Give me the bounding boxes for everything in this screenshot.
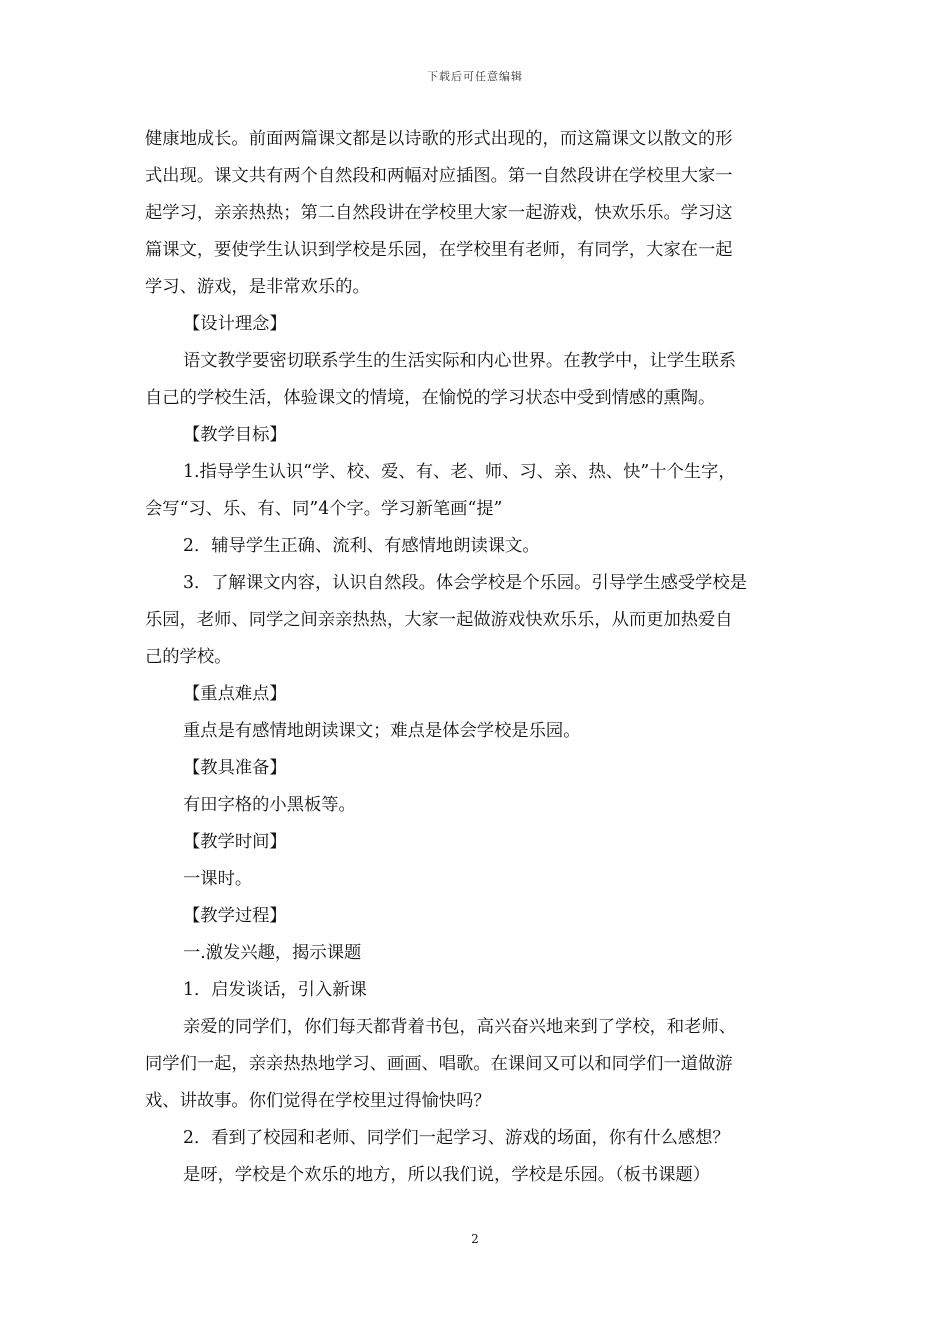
text-line: 一.激发兴趣，揭示课题 — [183, 943, 362, 963]
page-header: 下载后可任意编辑 — [427, 70, 523, 83]
text-line: 【教学时间】 — [183, 832, 287, 852]
text-line: 语文教学要密切联系学生的生活实际和内心世界。在教学中，让学生联系 — [183, 351, 737, 371]
text-line: 【教具准备】 — [183, 758, 287, 778]
page-number: 2 — [471, 1232, 479, 1246]
text-line: 【教学目标】 — [183, 425, 287, 445]
text-line: 有田字格的小黑板等。 — [183, 795, 356, 815]
text-line: 式出现。课文共有两个自然段和两幅对应插图。第一自然段讲在学校里大家一 — [145, 166, 733, 186]
text-line: 亲爱的同学们，你们每天都背着书包，高兴奋兴地来到了学校，和老师、 — [183, 1017, 737, 1037]
text-line: 篇课文，要使学生认识到学校是乐园，在学校里有老师，有同学，大家在一起 — [145, 240, 733, 260]
text-line: 2．辅导学生正确、流利、有感情地朗读课文。 — [183, 536, 540, 556]
text-line: 1.指导学生认识“学、校、爱、有、老、师、习、亲、热、快”十个生字， — [183, 462, 736, 482]
text-line: 自己的学校生活，体验课文的情境，在愉悦的学习状态中受到情感的熏陶。 — [145, 388, 716, 408]
text-line: 重点是有感情地朗读课文；难点是体会学校是乐园。 — [183, 721, 581, 741]
text-line: 乐园，老师、同学之间亲亲热热，大家一起做游戏快欢乐乐，从而更加热爱自 — [145, 610, 733, 630]
text-line: 戏、讲故事。你们觉得在学校里过得愉快吗？ — [145, 1091, 491, 1111]
text-line: 起学习，亲亲热热；第二自然段讲在学校里大家一起游戏，快欢乐乐。学习这 — [145, 203, 733, 223]
text-line: 是呀，学校是个欢乐的地方，所以我们说，学校是乐园。（板书课题） — [183, 1165, 711, 1185]
text-line: 同学们一起，亲亲热热地学习、画画、唱歌。在课间又可以和同学们一道做游 — [145, 1054, 733, 1074]
text-line: 【设计理念】 — [183, 314, 287, 334]
text-line: 【教学过程】 — [183, 906, 287, 926]
text-line: 学习、游戏，是非常欢乐的。 — [145, 277, 370, 297]
text-line: 己的学校。 — [145, 647, 232, 667]
text-line: 【重点难点】 — [183, 684, 287, 704]
text-line: 健康地成长。前面两篇课文都是以诗歌的形式出现的，而这篇课文以散文的形 — [145, 129, 733, 149]
text-line: 3．了解课文内容，认识自然段。体会学校是个乐园。引导学生感受学校是 — [183, 573, 747, 593]
text-line: 1．启发谈话，引入新课 — [183, 980, 367, 1000]
document-body — [145, 121, 815, 1194]
text-line: 2．看到了校园和老师、同学们一起学习、游戏的场面，你有什么感想？ — [183, 1128, 730, 1148]
text-line: 一课时。 — [183, 869, 253, 889]
text-line: 会写“习、乐、有、同”4个字。学习新笔画“提” — [145, 499, 503, 519]
